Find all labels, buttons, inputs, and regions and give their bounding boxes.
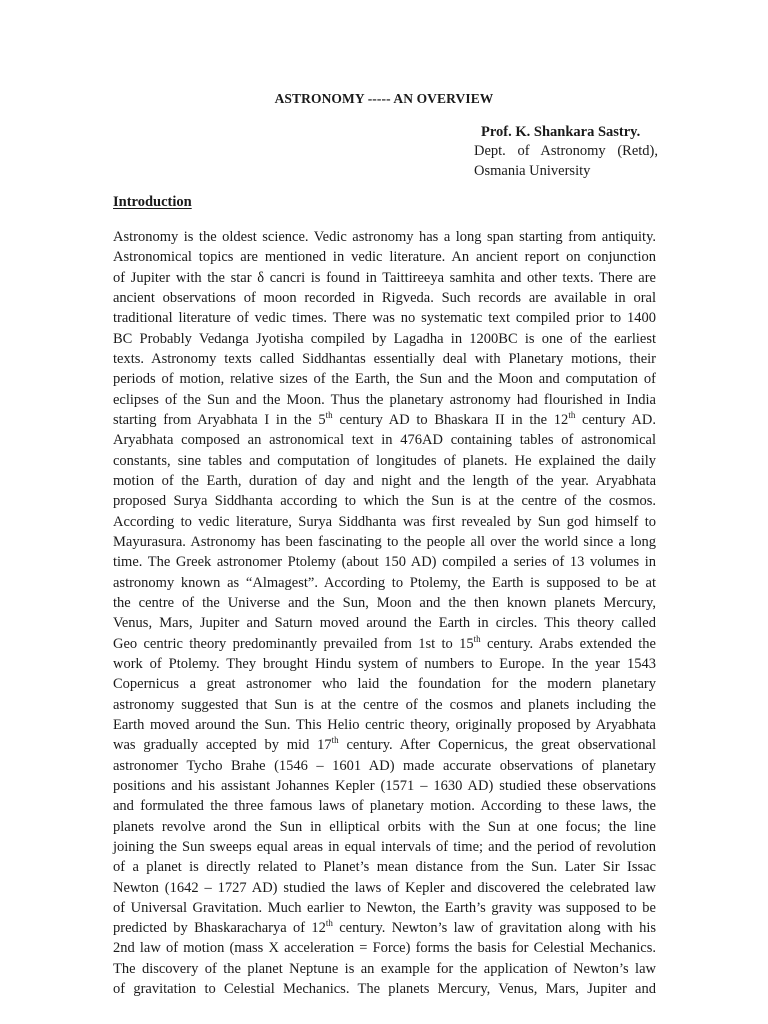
paragraph-line: predicted by Bhaskaracharya of 12th century. Newton’s law of gravitation along with his	[113, 918, 656, 937]
document-title: ASTRONOMY ----- AN OVERVIEW	[274, 91, 494, 106]
paragraph-line: Copernicus a great astronomer who laid the foundation for the modern planetary	[113, 676, 656, 693]
paragraph-line: Earth moved around the Sun. This Helio centric theory, originally proposed by Aryabhata	[113, 716, 656, 733]
paragraph-line: time. The Greek astronomer Ptolemy (about 150 AD) compiled a series of 13 volumes in	[113, 554, 656, 571]
paragraph-line: the centre of the Universe and the Sun, Moon and the then known planets Mercury,	[113, 594, 656, 611]
paragraph-line: of Universal Gravitation. Much earlier to Newton, the Earth’s gravity was supposed to be	[113, 899, 656, 916]
paragraph-line: Newton (1642 – 1727 AD) studied the laws of Kepler and discovered the celebrated law	[113, 879, 656, 896]
author-name: Prof. K. Shankara Sastry.	[481, 124, 641, 140]
paragraph-line: texts. Astronomy texts called Siddhantas essentially deal with Planetary motions, their	[113, 350, 656, 367]
paragraph-line: astronomy known as “Almagest”. According to Ptolemy, the Earth is supposed to be at	[113, 574, 656, 591]
paragraph-line: proposed Surya Siddhanta according to which the Sun is at the centre of the cosmos.	[113, 493, 656, 510]
paragraph-line: of Jupiter with the star δ cancri is found in Taittireeya samhita and other texts. There are	[113, 269, 656, 286]
paragraph-line: 2nd law of motion (mass X acceleration = Force) forms the basis for Celestial Mechanics.	[113, 940, 656, 957]
paragraph-line: joining the Sun sweeps equal areas in equal intervals of time; and the period of revolution	[113, 838, 656, 855]
paragraph-line: ancient observations of moon recorded in Rigveda. Such records are available in oral	[113, 289, 656, 306]
introduction-paragraph	[113, 227, 656, 999]
paragraph-line: was gradually accepted by mid 17th century. After Copernicus, the great observational	[113, 735, 656, 754]
paragraph-line: motion of the Earth, duration of day and night and the length of the year. Aryabhata	[113, 472, 656, 489]
paragraph-line: of a planet is directly related to Planet’s mean distance from the Sun. Later Sir Issac	[113, 859, 656, 876]
author-block	[474, 122, 658, 181]
paragraph-line: Mayurasura. Astronomy has been fascinating to the people all over the world since a long	[113, 533, 656, 550]
paragraph-line: Venus, Mars, Jupiter and Saturn moved around the Earth in circles. This theory called	[113, 615, 656, 632]
paragraph-line: of gravitation to Celestial Mechanics. The planets Mercury, Venus, Mars, Jupiter and	[113, 981, 656, 998]
paragraph-line: traditional literature of vedic times. There was no systematic text compiled prior to 1400	[113, 310, 656, 327]
paragraph-line: BC Probably Vedanga Jyotisha compiled by Lagadha in 1200BC is one of the earliest	[113, 330, 656, 347]
paragraph-line: According to vedic literature, Surya Siddhanta was first revealed by Sun god himself to	[113, 513, 656, 530]
paragraph-line: periods of motion, relative sizes of the Earth, the Sun and the Moon and computation of	[113, 371, 656, 388]
paragraph-line: starting from Aryabhata I in the 5th century AD to Bhaskara II in the 12th century AD.	[113, 409, 656, 428]
section-heading: Introduction	[113, 194, 192, 210]
author-affiliation-university: Osmania University	[474, 163, 591, 179]
paragraph-line: Astronomy is the oldest science. Vedic astronomy has a long span starting from antiquity.	[113, 229, 656, 245]
paragraph-line: work of Ptolemy. They brought Hindu system of numbers to Europe. In the year 1543	[113, 655, 656, 672]
paragraph-line: astronomy suggested that Sun is at the centre of the cosmos and planets including the	[113, 696, 656, 713]
paragraph-line: Astronomical topics are mentioned in vedic literature. An ancient report on conjunction	[113, 249, 656, 266]
author-affiliation-department: Dept. of Astronomy (Retd),	[474, 143, 658, 159]
paragraph-line: constants, sine tables and computation of longitudes of planets. He explained the daily	[113, 452, 656, 469]
paragraph-line: The discovery of the planet Neptune is an example for the application of Newton’s law	[113, 960, 656, 977]
paragraph-line: Geo centric theory predominantly prevailed from 1st to 15th century. Arabs extended the	[113, 633, 656, 652]
paragraph-line: astronomer Tycho Brahe (1546 – 1601 AD) made accurate observations of planetary	[113, 757, 656, 774]
paragraph-line: positions and his assistant Johannes Kepler (1571 – 1630 AD) studied these observations	[113, 777, 656, 794]
paragraph-line: Aryabhata composed an astronomical text in 476AD containing tables of astronomical	[113, 432, 656, 449]
paragraph-line: planets revolve arond the Sun in elliptical orbits with the Sun at one focus; the line	[113, 818, 656, 835]
paragraph-line: and formulated the three famous laws of planetary motion. According to these laws, the	[113, 798, 656, 815]
paragraph-line: eclipses of the Sun and the Moon. Thus the planetary astronomy had flourished in India	[113, 391, 656, 408]
